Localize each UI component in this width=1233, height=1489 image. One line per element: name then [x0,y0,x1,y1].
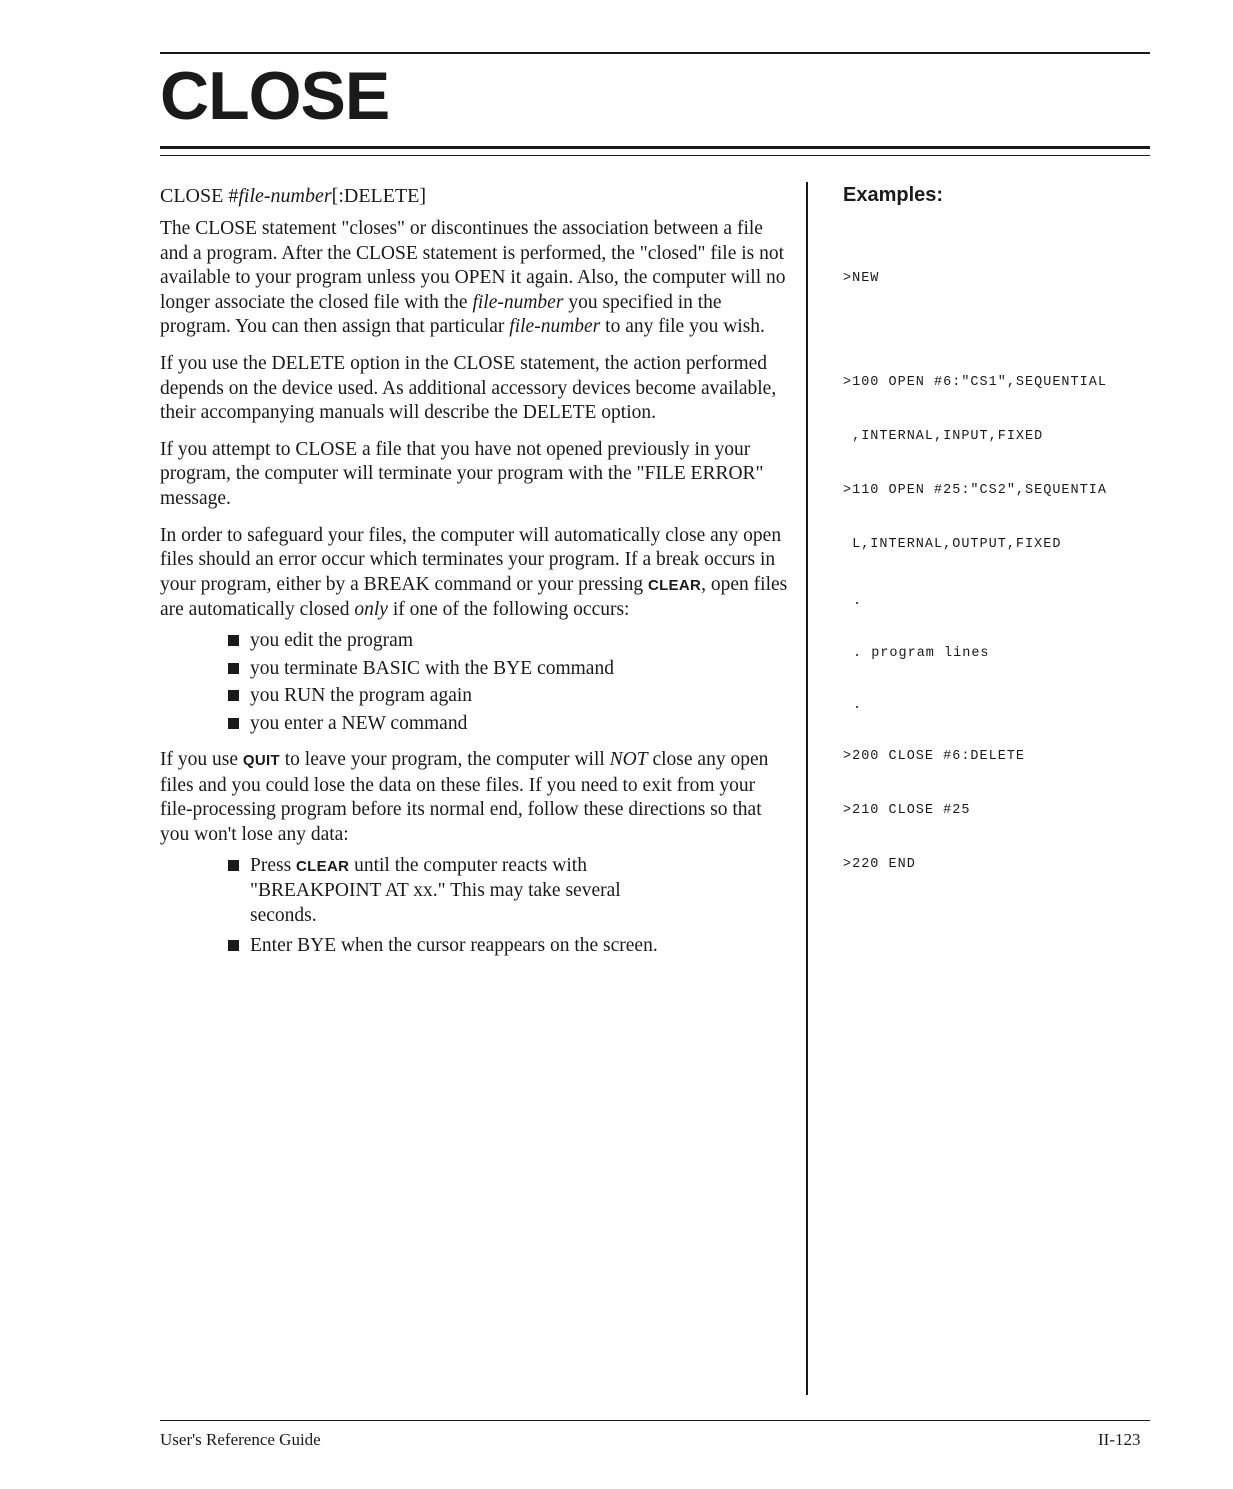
list-item: you edit the program [228,629,792,654]
p4-text: In order to safeguard your files, the computer will automatically close any open files should an error occur which terminates your program. If a break occurs in your program, either by a BREAK command or your pressing [160,524,782,595]
code-line: >220 END [843,857,916,872]
p5-text: If you use [160,749,243,771]
p5-text-3: close any open files and you could lose the data on these files. If you need to exit from your file-processing program before its normal end, follow these directions so that you won't lose any data: [160,749,769,846]
body-text [160,217,792,971]
code-line: ,INTERNAL,INPUT,FIXED [843,429,1044,444]
paragraph-1 [160,217,792,340]
list-item: you enter a NEW command [228,712,792,737]
p5-text-2: to leave your program, the computer will [279,749,610,771]
close-conditions-list [160,629,792,736]
code-line: L,INTERNAL,OUTPUT,FIXED [843,537,1062,552]
p1-term: file-number [472,291,564,313]
code-line: >210 CLOSE #25 [843,803,971,818]
p1-text-3: to any file you wish. [600,316,765,338]
footer-guide-title: User's Reference Guide [160,1430,321,1449]
p1-term-2: file-number [509,316,601,338]
clear-key-label: CLEAR [647,576,702,594]
list-item [228,854,668,929]
list-item: Enter BYE when the cursor reappears on the screen. [228,934,810,959]
b1-text-2: until the computer reacts with "BREAKPOINT AT xx." This may take several seconds. [250,854,621,926]
p1-text: The CLOSE statement "closes" or discontinues the association between a file and a program. After the CLOSE statement is performed, the "closed" file is not available to your program unless you OPEN it again. Also, the computer will no longer associate the closed file with the [160,218,786,313]
syntax-param: file-number [238,185,332,207]
syntax-line [160,184,426,208]
p4-text-3: if one of the following occurs: [387,599,630,621]
b1-text: Press [250,854,297,876]
title-underline-thin [160,155,1150,156]
code-ellipsis-dot: . [853,594,863,609]
exit-directions-list [160,854,668,959]
code-examples [843,234,1107,892]
code-line: >200 CLOSE #6:DELETE [843,749,1026,764]
code-line: >NEW [843,271,880,286]
quit-key-label: QUIT [242,752,280,770]
title-underline-thick [160,146,1150,149]
p4-emphasis: only [354,599,388,621]
code-line: >100 OPEN #6:"CS1",SEQUENTIAL [843,375,1107,390]
paragraph-3: If you attempt to CLOSE a file that you have not opened previously in your program, the computer will terminate your program with the "FILE ERROR" message. [160,438,764,509]
syntax-suffix: [:DELETE] [331,185,427,207]
code-comment: . program lines [853,646,990,661]
page-title: CLOSE [160,58,390,134]
column-divider [806,182,808,1395]
footer-page-number: II-123 [1098,1430,1141,1449]
clear-key-label-2: CLEAR [296,857,350,875]
p1-text-2: you specified in the program. You can then assign that particular [160,291,722,338]
p5-emphasis: NOT [609,749,648,771]
list-item: you terminate BASIC with the BYE command [228,657,792,682]
syntax-keyword: CLOSE # [160,185,239,207]
footer-rule [160,1420,1150,1421]
p4-text-2: , open files are automatically closed [160,573,788,621]
code-ellipsis-dot: . [853,698,863,713]
paragraph-4 [160,524,792,623]
examples-heading: Examples: [843,184,944,206]
top-rule [160,52,1150,54]
paragraph-5 [160,748,792,847]
list-item: you RUN the program again [228,684,792,709]
paragraph-2: If you use the DELETE option in the CLOSE statement, the action performed depends on the device used. As additional accessory devices become available, their accompanying manuals will describe the DELETE option. [160,352,777,424]
code-line: >110 OPEN #25:"CS2",SEQUENTIA [843,483,1107,498]
